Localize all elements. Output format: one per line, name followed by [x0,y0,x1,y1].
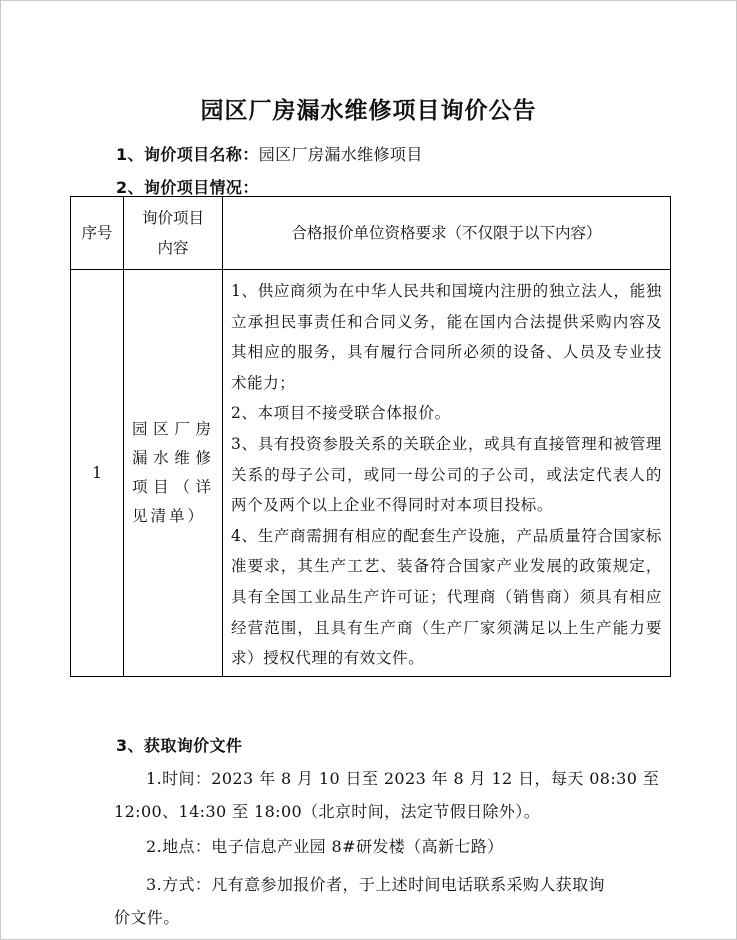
time-line-1: 1.时间：2023 年 8 月 10 日至 2023 年 8 月 12 日，每天 08:30 至 [146,769,660,788]
requirement-item: 2、本项目不接受联合体报价。 [231,404,451,423]
header-requirements: 合格报价单位资格要求（不仅限于以下内容） [223,197,671,270]
section-1 [116,142,423,165]
row-requirements [223,270,671,677]
place-line: 2.地点：电子信息产业园 8#研发楼（高新七路） [146,837,504,856]
header-content [124,197,223,270]
header-content-line2: 内容 [157,239,189,257]
row-content: 园区厂房漏水维修项目（详见清单） [124,270,223,677]
header-content-line1: 询价项目 [141,209,204,227]
section-2-label: 2、询价项目情况： [116,178,259,197]
row-seq: 1 [71,270,124,677]
time-line-2: 12:00、14:30 至 18:00（北京时间，法定节假日除外）。 [114,802,541,821]
requirement-item: 1、供应商须为在中华人民共和国境内注册的独立法人，能独立承担民事责任和合同义务，能在国内合法提供采购内容及其相应的服务，具有履行合同所必须的设备、人员及专业技术能力； [231,282,662,392]
requirement-item: 3、具有投资参股关系的关联企业，或具有直接管理和被管理关系的母子公司，或同一母公司的子公司，或法定代表人的两个及两个以上企业不得同时对本项目投标。 [231,434,662,515]
table-header-row [71,197,671,270]
section-3-label: 3、获取询价文件 [116,736,243,755]
table-row [71,270,671,677]
section-1-label: 1、询价项目名称： [116,145,259,164]
method-line-1: 3.方式：凡有意参加报价者，于上述时间电话联系采购人获取询 [146,875,605,894]
method-line-2: 价文件。 [114,908,180,927]
document-title: 园区厂房漏水维修项目询价公告 [200,97,537,124]
inquiry-table [70,196,671,677]
project-name: 园区厂房漏水维修项目 [258,145,423,164]
requirement-item: 4、生产商需拥有相应的配套生产设施，产品质量符合国家标准要求，其生产工艺、装备符合国家产业发展的政策规定，具有全国工业品生产许可证；代理商（销售商）须具有相应经营范围，且具有生产商（生产厂家须满足以上生产能力要求）授权代理的有效文件。 [231,526,662,668]
header-seq: 序号 [71,197,124,270]
